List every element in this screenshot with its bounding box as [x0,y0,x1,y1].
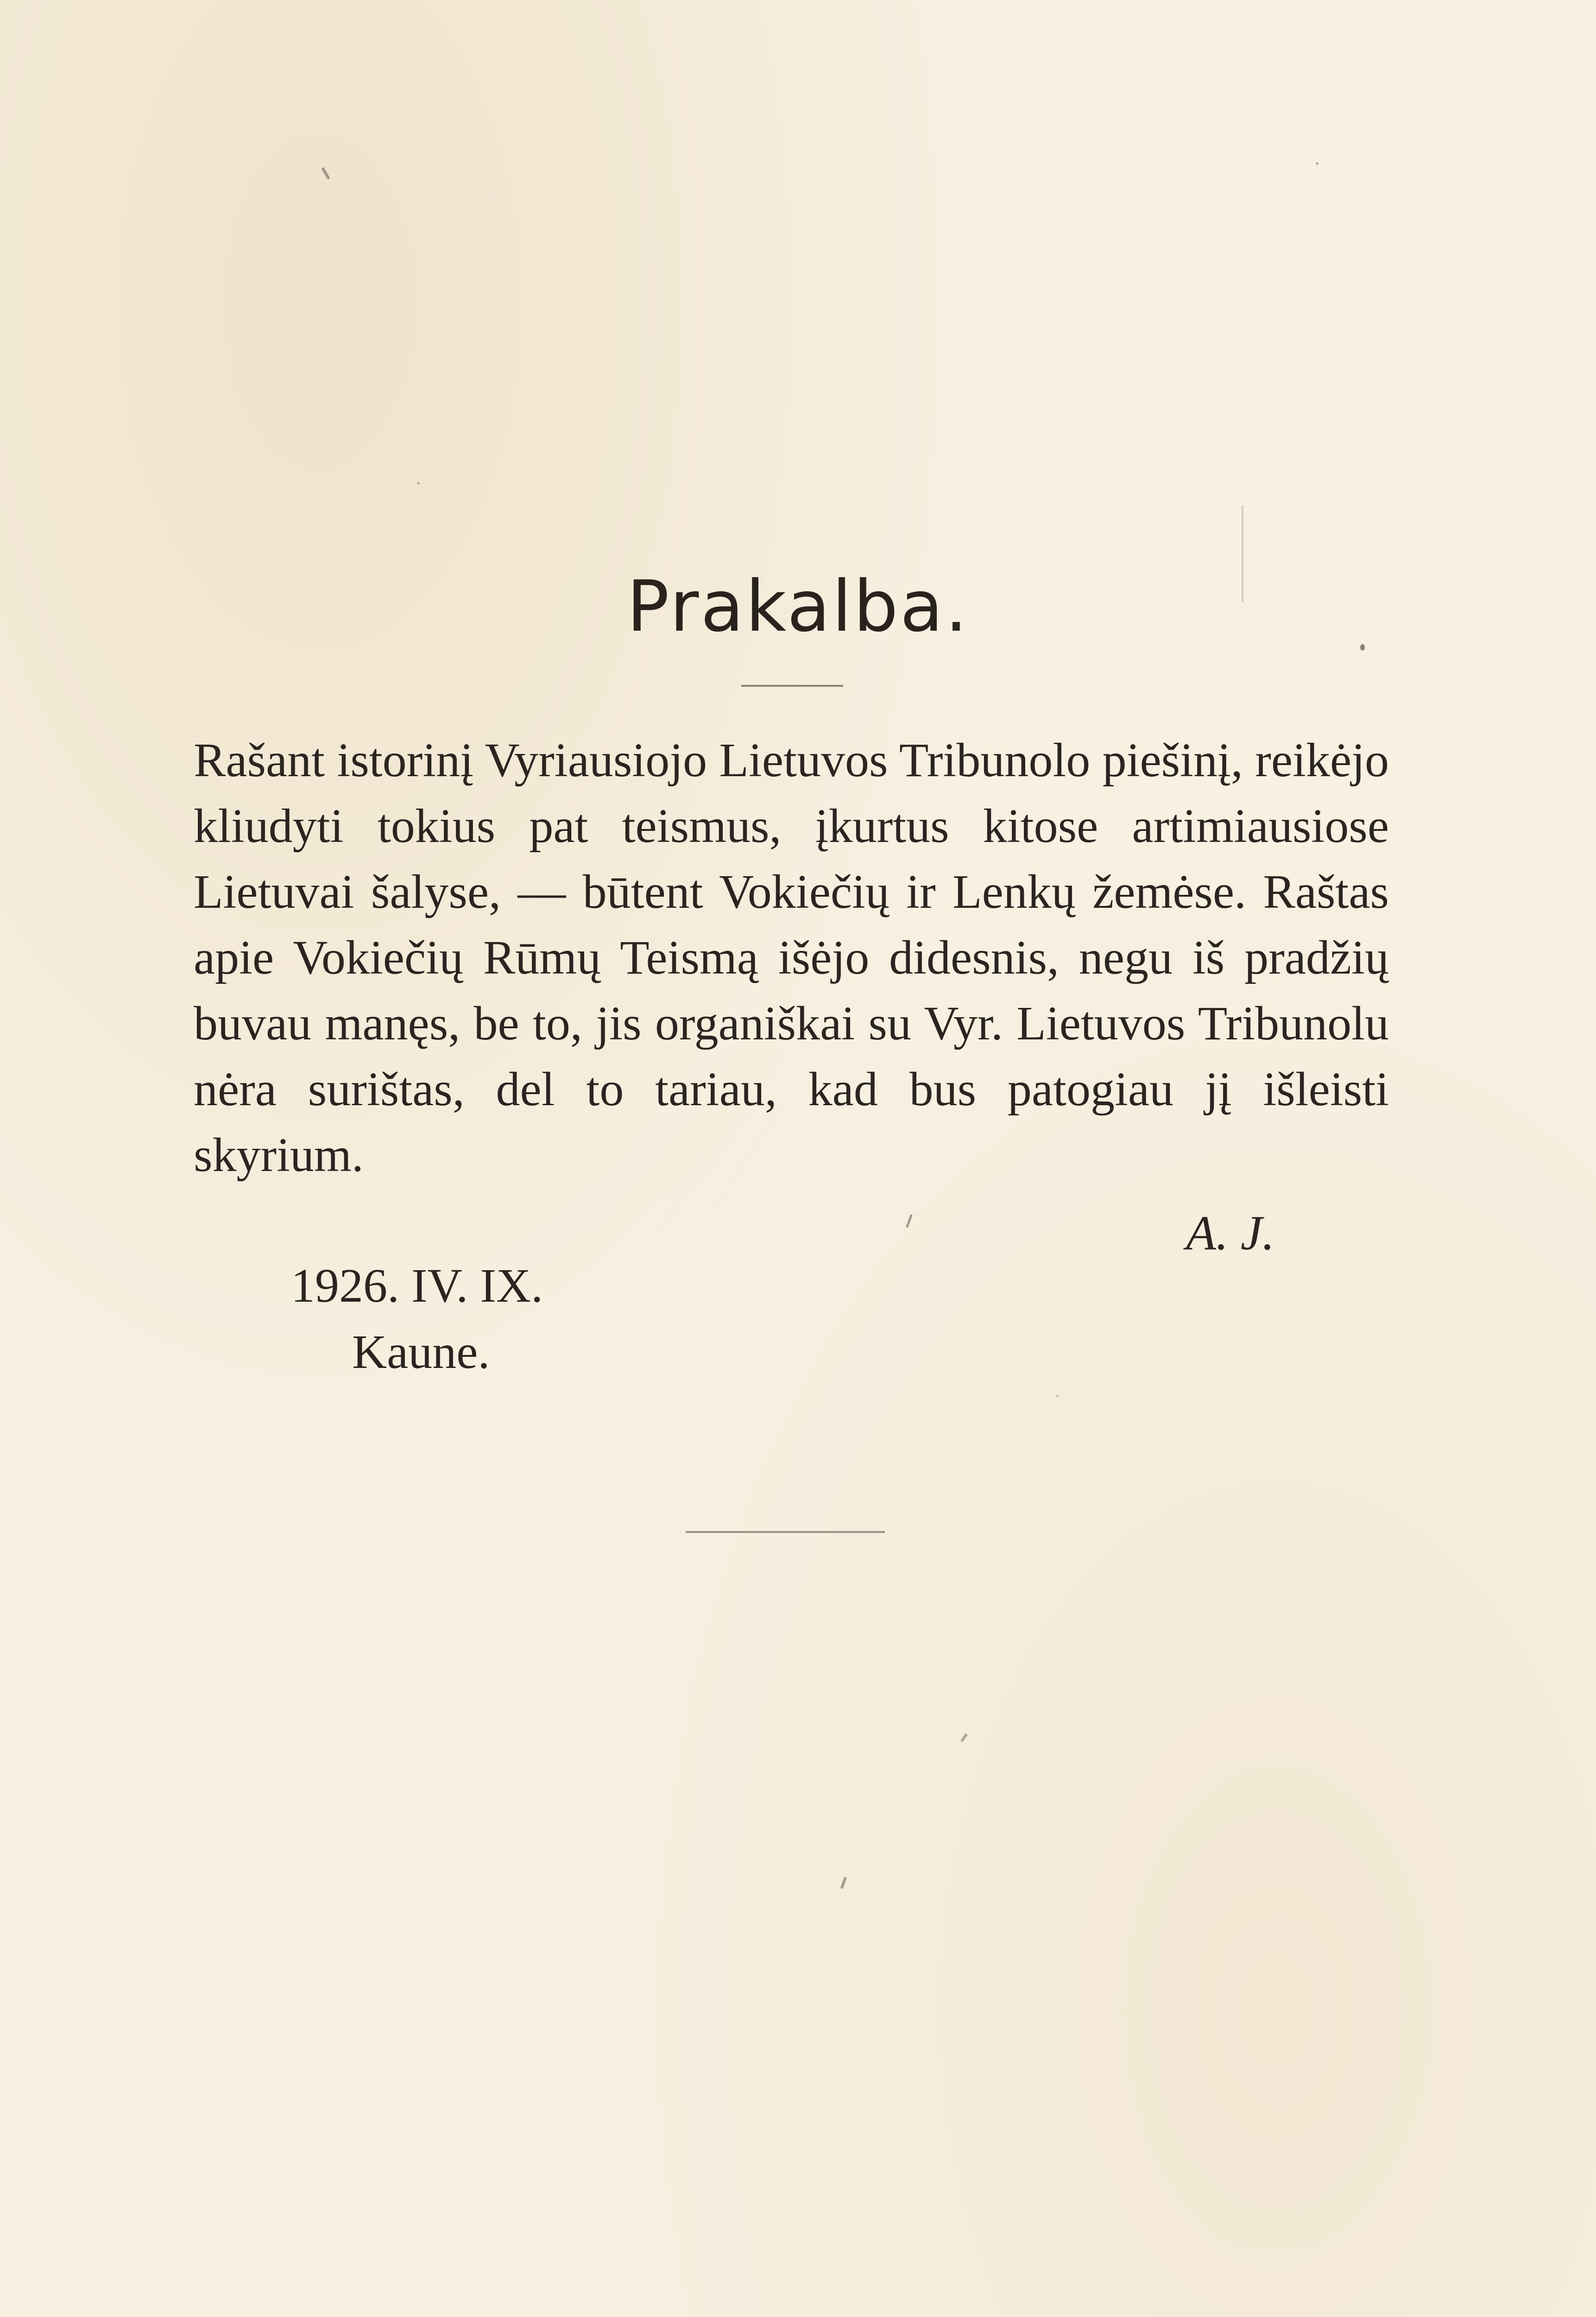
paper-speck [960,1733,968,1742]
paper-speck [417,482,420,485]
page-title: Prakalba. [626,565,970,647]
paper-speck [906,1214,913,1228]
paper-speck [321,167,330,179]
date-line: 1926. IV. IX. [291,1259,543,1312]
closing-divider [686,1531,885,1533]
paper-speck [1242,505,1243,602]
paper-speck [840,1877,847,1889]
preface-paragraph: Rašant istorinį Vyriausiojo Lietuvos Tribunolo piešinį, reikėjo kliudyti tokius pat teismus, įkurtus kitose artimiausiose Lietuvai šalyse, — būtent Vokiečių ir Lenkų žemėse. Raštas apie Vokiečių Rūmų Teismą išėjo didesnis, negu iš pradžių buvau manęs, be to, jis organiškai su Vyr. Lietuvos Tribunolu nėra surištas, del to tariau, kad bus patogiau jį išleisti skyrium. [194,734,1389,1182]
paper-speck [1360,644,1365,651]
paper-speck [1056,1395,1059,1397]
author-initials: A. J. [1186,1206,1275,1260]
place-line: Kaune. [352,1325,490,1379]
paper-speck [1316,162,1318,165]
title-divider [741,685,843,687]
